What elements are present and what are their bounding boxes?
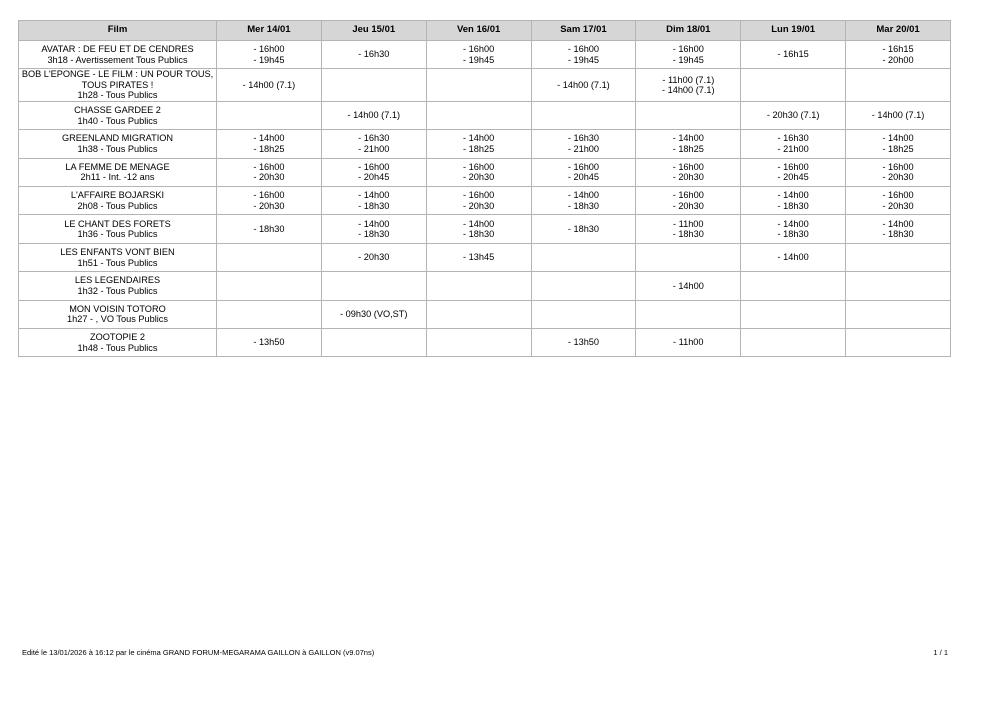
showtime-cell (741, 130, 846, 158)
film-cell (19, 243, 217, 271)
showtime: - 20h30 (253, 172, 285, 183)
showtime-cell (426, 329, 531, 357)
table-row (19, 243, 951, 271)
showtime-cell (741, 41, 846, 69)
table-row (19, 130, 951, 158)
showtime-cell (741, 69, 846, 102)
showtime: - 16h00 (358, 161, 390, 172)
showtime-cell (531, 300, 636, 328)
showtime: - 20h30 (253, 200, 285, 211)
showtime-cell (426, 101, 531, 129)
showtime: - 16h00 (567, 161, 600, 172)
showtime-cell (426, 272, 531, 300)
showtime-cell (426, 41, 531, 69)
showtime: - 20h30 (463, 200, 495, 211)
showtime-cell (741, 300, 846, 328)
showtime: - 19h45 (253, 54, 285, 65)
showtime: - 16h00 (672, 190, 704, 201)
table-row (19, 329, 951, 357)
film-title: LES LEGENDAIRES (74, 275, 161, 286)
showtime-cell (426, 215, 531, 243)
film-title: ZOOTOPIE 2 (90, 332, 145, 343)
showtime-cell (636, 69, 741, 102)
showtime-cell (217, 300, 322, 328)
showtime: - 16h00 (672, 44, 704, 55)
schedule-table (18, 20, 951, 357)
showtime: - 18h30 (253, 223, 285, 234)
showtime-cell (636, 329, 741, 357)
showtime: - 20h30 (358, 252, 390, 263)
film-cell (19, 187, 217, 215)
showtime-cell (531, 41, 636, 69)
film-info: 1h28 - Tous Publics (77, 90, 158, 101)
showtime: - 14h00 (7.1) (661, 85, 715, 96)
showtime: - 20h45 (777, 172, 809, 183)
showtime: - 18h25 (672, 143, 704, 154)
showtime-cell (321, 130, 426, 158)
film-info: 1h38 - Tous Publics (77, 143, 158, 154)
showtime-cell (321, 243, 426, 271)
film-info: 2h11 - Int. -12 ans (80, 172, 155, 183)
film-info: 1h27 - , VO Tous Publics (67, 314, 168, 325)
table-row (19, 215, 951, 243)
showtime-cell (636, 158, 741, 186)
showtime: - 16h00 (672, 161, 704, 172)
showtime: - 16h00 (567, 44, 600, 55)
showtime-cell (217, 243, 322, 271)
showtime: - 20h45 (358, 172, 390, 183)
film-title: L'AFFAIRE BOJARSKI (70, 190, 165, 201)
showtime-cell (426, 130, 531, 158)
column-header-day: Jeu 15/01 (321, 21, 426, 41)
showtime: - 16h30 (567, 133, 600, 144)
showtime: - 18h30 (463, 229, 495, 240)
showtime-cell (846, 300, 951, 328)
showtime: - 13h50 (253, 337, 285, 348)
column-header-day: Mar 20/01 (846, 21, 951, 41)
showtime-cell (636, 272, 741, 300)
showtime: - 14h00 (463, 218, 495, 229)
column-header-day: Dim 18/01 (636, 21, 741, 41)
footer-page-number: 1 / 1 (933, 648, 948, 657)
showtime: - 14h00 (777, 252, 809, 263)
showtime-cell (217, 69, 322, 102)
showtime-cell (321, 69, 426, 102)
showtime: - 16h00 (463, 161, 495, 172)
showtime-cell (321, 300, 426, 328)
showtime: - 11h00 (673, 337, 704, 348)
showtime: - 14h00 (253, 133, 285, 144)
film-title: LA FEMME DE MENAGE (65, 161, 170, 172)
showtime-cell (846, 41, 951, 69)
showtime: - 14h00 (7.1) (871, 110, 925, 121)
showtime: - 18h30 (777, 229, 809, 240)
film-title: AVATAR : DE FEU ET DE CENDRES (41, 44, 194, 55)
showtime-cell (741, 329, 846, 357)
film-cell (19, 215, 217, 243)
film-cell (19, 101, 217, 129)
showtime: - 16h30 (777, 133, 809, 144)
showtime-cell (741, 243, 846, 271)
table-row (19, 187, 951, 215)
showtime-cell (636, 300, 741, 328)
column-header-day: Sam 17/01 (531, 21, 636, 41)
showtime: - 20h45 (567, 172, 600, 183)
showtime: - 21h00 (358, 143, 390, 154)
table-row (19, 158, 951, 186)
showtime: - 18h30 (567, 223, 600, 234)
showtime-cell (531, 329, 636, 357)
showtime: - 16h30 (358, 133, 390, 144)
showtime-cell (217, 41, 322, 69)
showtime: - 14h00 (777, 190, 809, 201)
showtime-cell (426, 187, 531, 215)
showtime: - 20h00 (882, 54, 914, 65)
showtime: - 18h30 (882, 229, 914, 240)
showtime: - 20h30 (7.1) (766, 110, 820, 121)
showtime: - 20h30 (672, 172, 704, 183)
showtime: - 14h00 (777, 218, 809, 229)
showtime: - 19h45 (672, 54, 704, 65)
showtime-cell (217, 272, 322, 300)
footer-edit-info: Edité le 13/01/2026 à 16:12 par le cinéma GRAND FORUM-MEGARAMA GAILLON à GAILLON (v9.07ns) (22, 648, 375, 657)
film-cell (19, 69, 217, 102)
showtime-cell (321, 272, 426, 300)
column-header-day: Ven 16/01 (426, 21, 531, 41)
showtime: - 16h00 (463, 190, 495, 201)
table-row (19, 41, 951, 69)
showtime: - 18h30 (358, 200, 390, 211)
film-title: LES ENFANTS VONT BIEN (60, 247, 175, 258)
film-cell (19, 158, 217, 186)
showtime-cell (531, 272, 636, 300)
showtime-cell (217, 101, 322, 129)
showtime-cell (636, 130, 741, 158)
showtime-cell (846, 130, 951, 158)
showtime-cell (636, 101, 741, 129)
film-info: 1h36 - Tous Publics (77, 229, 158, 240)
showtime-cell (846, 69, 951, 102)
showtime: - 14h00 (882, 133, 914, 144)
film-title: GREENLAND MIGRATION (61, 133, 174, 144)
showtime: - 19h45 (567, 54, 600, 65)
showtime-cell (531, 101, 636, 129)
showtime-cell (846, 272, 951, 300)
showtime-cell (846, 329, 951, 357)
table-row (19, 69, 951, 102)
showtime: - 18h30 (358, 229, 390, 240)
table-row (19, 101, 951, 129)
showtime-cell (321, 215, 426, 243)
showtime: - 14h00 (7.1) (557, 79, 610, 90)
showtime: - 09h30 (VO,ST) (340, 309, 408, 320)
showtime: - 14h00 (672, 133, 704, 144)
showtime-cell (636, 215, 741, 243)
showtime-cell (321, 101, 426, 129)
showtime-cell (531, 158, 636, 186)
showtime-cell (217, 158, 322, 186)
showtime-cell (321, 158, 426, 186)
showtime: - 19h45 (463, 54, 495, 65)
header-row (19, 21, 951, 41)
showtime-cell (741, 215, 846, 243)
showtime: - 16h00 (253, 44, 285, 55)
showtime-cell (426, 69, 531, 102)
showtime: - 11h00 (7.1) (662, 74, 715, 85)
schedule-body (19, 41, 951, 357)
film-title: MON VOISIN TOTORO (69, 303, 166, 314)
film-cell (19, 272, 217, 300)
showtime-cell (321, 187, 426, 215)
film-title: BOB L'EPONGE - LE FILM : UN POUR TOUS, TOUS PIRATES ! (21, 69, 214, 90)
showtime-cell (217, 215, 322, 243)
showtime: - 20h30 (882, 172, 914, 183)
film-info: 2h08 - Tous Publics (77, 200, 158, 211)
showtime-cell (531, 130, 636, 158)
film-cell (19, 329, 217, 357)
showtime: - 18h30 (672, 229, 704, 240)
showtime: - 18h30 (777, 200, 809, 211)
showtime: - 14h00 (7.1) (347, 110, 401, 121)
showtime: - 20h30 (672, 200, 704, 211)
showtime-cell (636, 41, 741, 69)
showtime-cell (741, 101, 846, 129)
showtime-cell (741, 158, 846, 186)
showtime: - 20h30 (882, 200, 914, 211)
showtime: - 20h30 (463, 172, 495, 183)
showtime: - 13h50 (567, 337, 600, 348)
showtime-cell (426, 300, 531, 328)
column-header-day: Lun 19/01 (741, 21, 846, 41)
showtime-cell (846, 158, 951, 186)
showtime-cell (217, 130, 322, 158)
showtime-cell (426, 158, 531, 186)
table-row (19, 300, 951, 328)
film-title: LE CHANT DES FORETS (64, 218, 171, 229)
film-title: CHASSE GARDEE 2 (74, 105, 161, 116)
showtime-cell (846, 187, 951, 215)
showtime-cell (321, 41, 426, 69)
showtime: - 16h00 (253, 190, 285, 201)
showtime-cell (741, 272, 846, 300)
column-header-day: Mer 14/01 (217, 21, 322, 41)
film-info: 1h32 - Tous Publics (77, 285, 158, 296)
showtime-cell (321, 329, 426, 357)
showtime: - 16h00 (882, 161, 914, 172)
showtime: - 16h00 (882, 190, 914, 201)
showtime-cell (846, 243, 951, 271)
showtime-cell (531, 69, 636, 102)
showtime-cell (531, 215, 636, 243)
showtime: - 16h15 (777, 49, 809, 60)
showtime: - 14h00 (463, 133, 495, 144)
showtime: - 14h00 (567, 190, 600, 201)
showtime-cell (636, 243, 741, 271)
showtime: - 14h00 (358, 218, 390, 229)
showtime: - 13h45 (463, 252, 495, 263)
showtime: - 18h25 (882, 143, 914, 154)
showtime: - 16h00 (463, 44, 495, 55)
showtime: - 14h00 (672, 280, 704, 291)
film-cell (19, 130, 217, 158)
showtime-cell (846, 215, 951, 243)
film-cell (19, 41, 217, 69)
showtime: - 16h00 (777, 161, 809, 172)
showtime-cell (426, 243, 531, 271)
table-row (19, 272, 951, 300)
showtime: - 16h30 (358, 49, 390, 60)
showtime: - 21h00 (777, 143, 809, 154)
film-info: 1h40 - Tous Publics (77, 115, 158, 126)
column-header-film: Film (19, 21, 217, 41)
showtime-cell (531, 187, 636, 215)
showtime-cell (846, 101, 951, 129)
showtime: - 14h00 (7.1) (242, 79, 296, 90)
showtime-cell (217, 329, 322, 357)
showtime: - 21h00 (567, 143, 600, 154)
film-info: 3h18 - Avertissement Tous Publics (47, 54, 188, 65)
showtime-cell (531, 243, 636, 271)
showtime: - 11h00 (673, 218, 704, 229)
showtime-cell (636, 187, 741, 215)
showtime: - 18h25 (253, 143, 285, 154)
showtime: - 16h00 (253, 161, 285, 172)
film-info: 1h48 - Tous Publics (77, 342, 158, 353)
film-cell (19, 300, 217, 328)
showtime: - 14h00 (358, 190, 390, 201)
showtime-cell (217, 187, 322, 215)
showtime: - 18h25 (463, 143, 495, 154)
showtime: - 14h00 (882, 218, 914, 229)
showtime: - 18h30 (567, 200, 600, 211)
film-info: 1h51 - Tous Publics (77, 257, 158, 268)
showtime-cell (741, 187, 846, 215)
showtime: - 16h15 (882, 44, 914, 55)
